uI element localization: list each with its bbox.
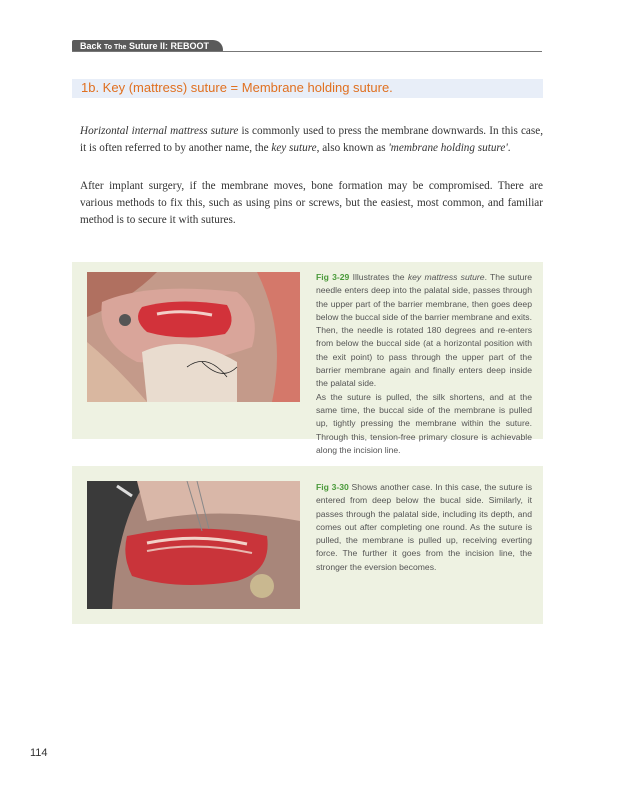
paragraph-1-text-b: , also known as — [316, 142, 389, 154]
paragraph-1-alias: 'membrane holding suture' — [388, 142, 508, 154]
figure-2-caption — [316, 481, 532, 574]
figure-1-text-b: . The suture needle enters deep into the palatal side, passes through the upper part of the barrier membrane, then goes deep below the buccal side of the barrier membrane and exits. Then, the needle is rotated 180 degrees and re-enters from below the buccal side (at a horizontal position with the exit point) to pass through the upper part of the barrier membrane again and finally enters deep inside the palatal side. — [316, 272, 532, 389]
paragraph-1-end: . — [507, 142, 511, 154]
surgical-photo-2 — [87, 481, 300, 609]
section-title: 1b. Key (mattress) suture = Membrane holding suture. — [81, 80, 393, 95]
paragraph-1-text-a: is commonly used to press the membrane downwards. In this case, it is often referred to by another name, the — [80, 125, 543, 154]
figure-2-photo — [87, 481, 300, 609]
figure-2-text: Shows another case. In this case, the suture is entered from deep below the bucal side. Similarly, it passes through the palatal side, including its depth, and comes out after completing one round. As the suture is pulled, the membrane is pulled up, receiving everting force. The further it goes from the incision line, the stronger the eversion becomes. — [316, 482, 532, 572]
figure-1-photo — [87, 272, 300, 402]
paragraph-1-key-suture: key suture — [271, 142, 317, 154]
figure-1-emphasis: key mattress suture — [407, 272, 485, 282]
figure-1-text-c: As the suture is pulled, the silk shortens, and at the same time, the buccal side of the membrane is pulled up, tightly pressing the membrane within the suture. Through this, tension-free primary closure is achievable along the incision line. — [316, 391, 532, 455]
figure-1-label: Fig 3-29 — [316, 272, 350, 282]
figure-2-label: Fig 3-30 — [316, 482, 349, 492]
running-header-part2: To The — [104, 44, 127, 51]
running-header-part3: Suture II: REBOOT — [128, 41, 209, 51]
paragraph-1-term: Horizontal internal mattress suture — [80, 125, 239, 137]
header-rule — [72, 51, 542, 52]
figure-1-caption — [316, 271, 532, 457]
paragraph-2: After implant surgery, if the membrane moves, bone formation may be compromised. There are various methods to fix this, such as using pins or screws, but the easiest, most common, and familiar method is to secure it with sutures. — [80, 180, 543, 226]
running-header-part1: Back — [80, 41, 102, 51]
surgical-photo-1 — [87, 272, 300, 402]
figure-1-text-a: Illustrates the — [349, 272, 408, 282]
paragraph-1 — [80, 123, 543, 157]
page-number: 114 — [30, 747, 48, 759]
